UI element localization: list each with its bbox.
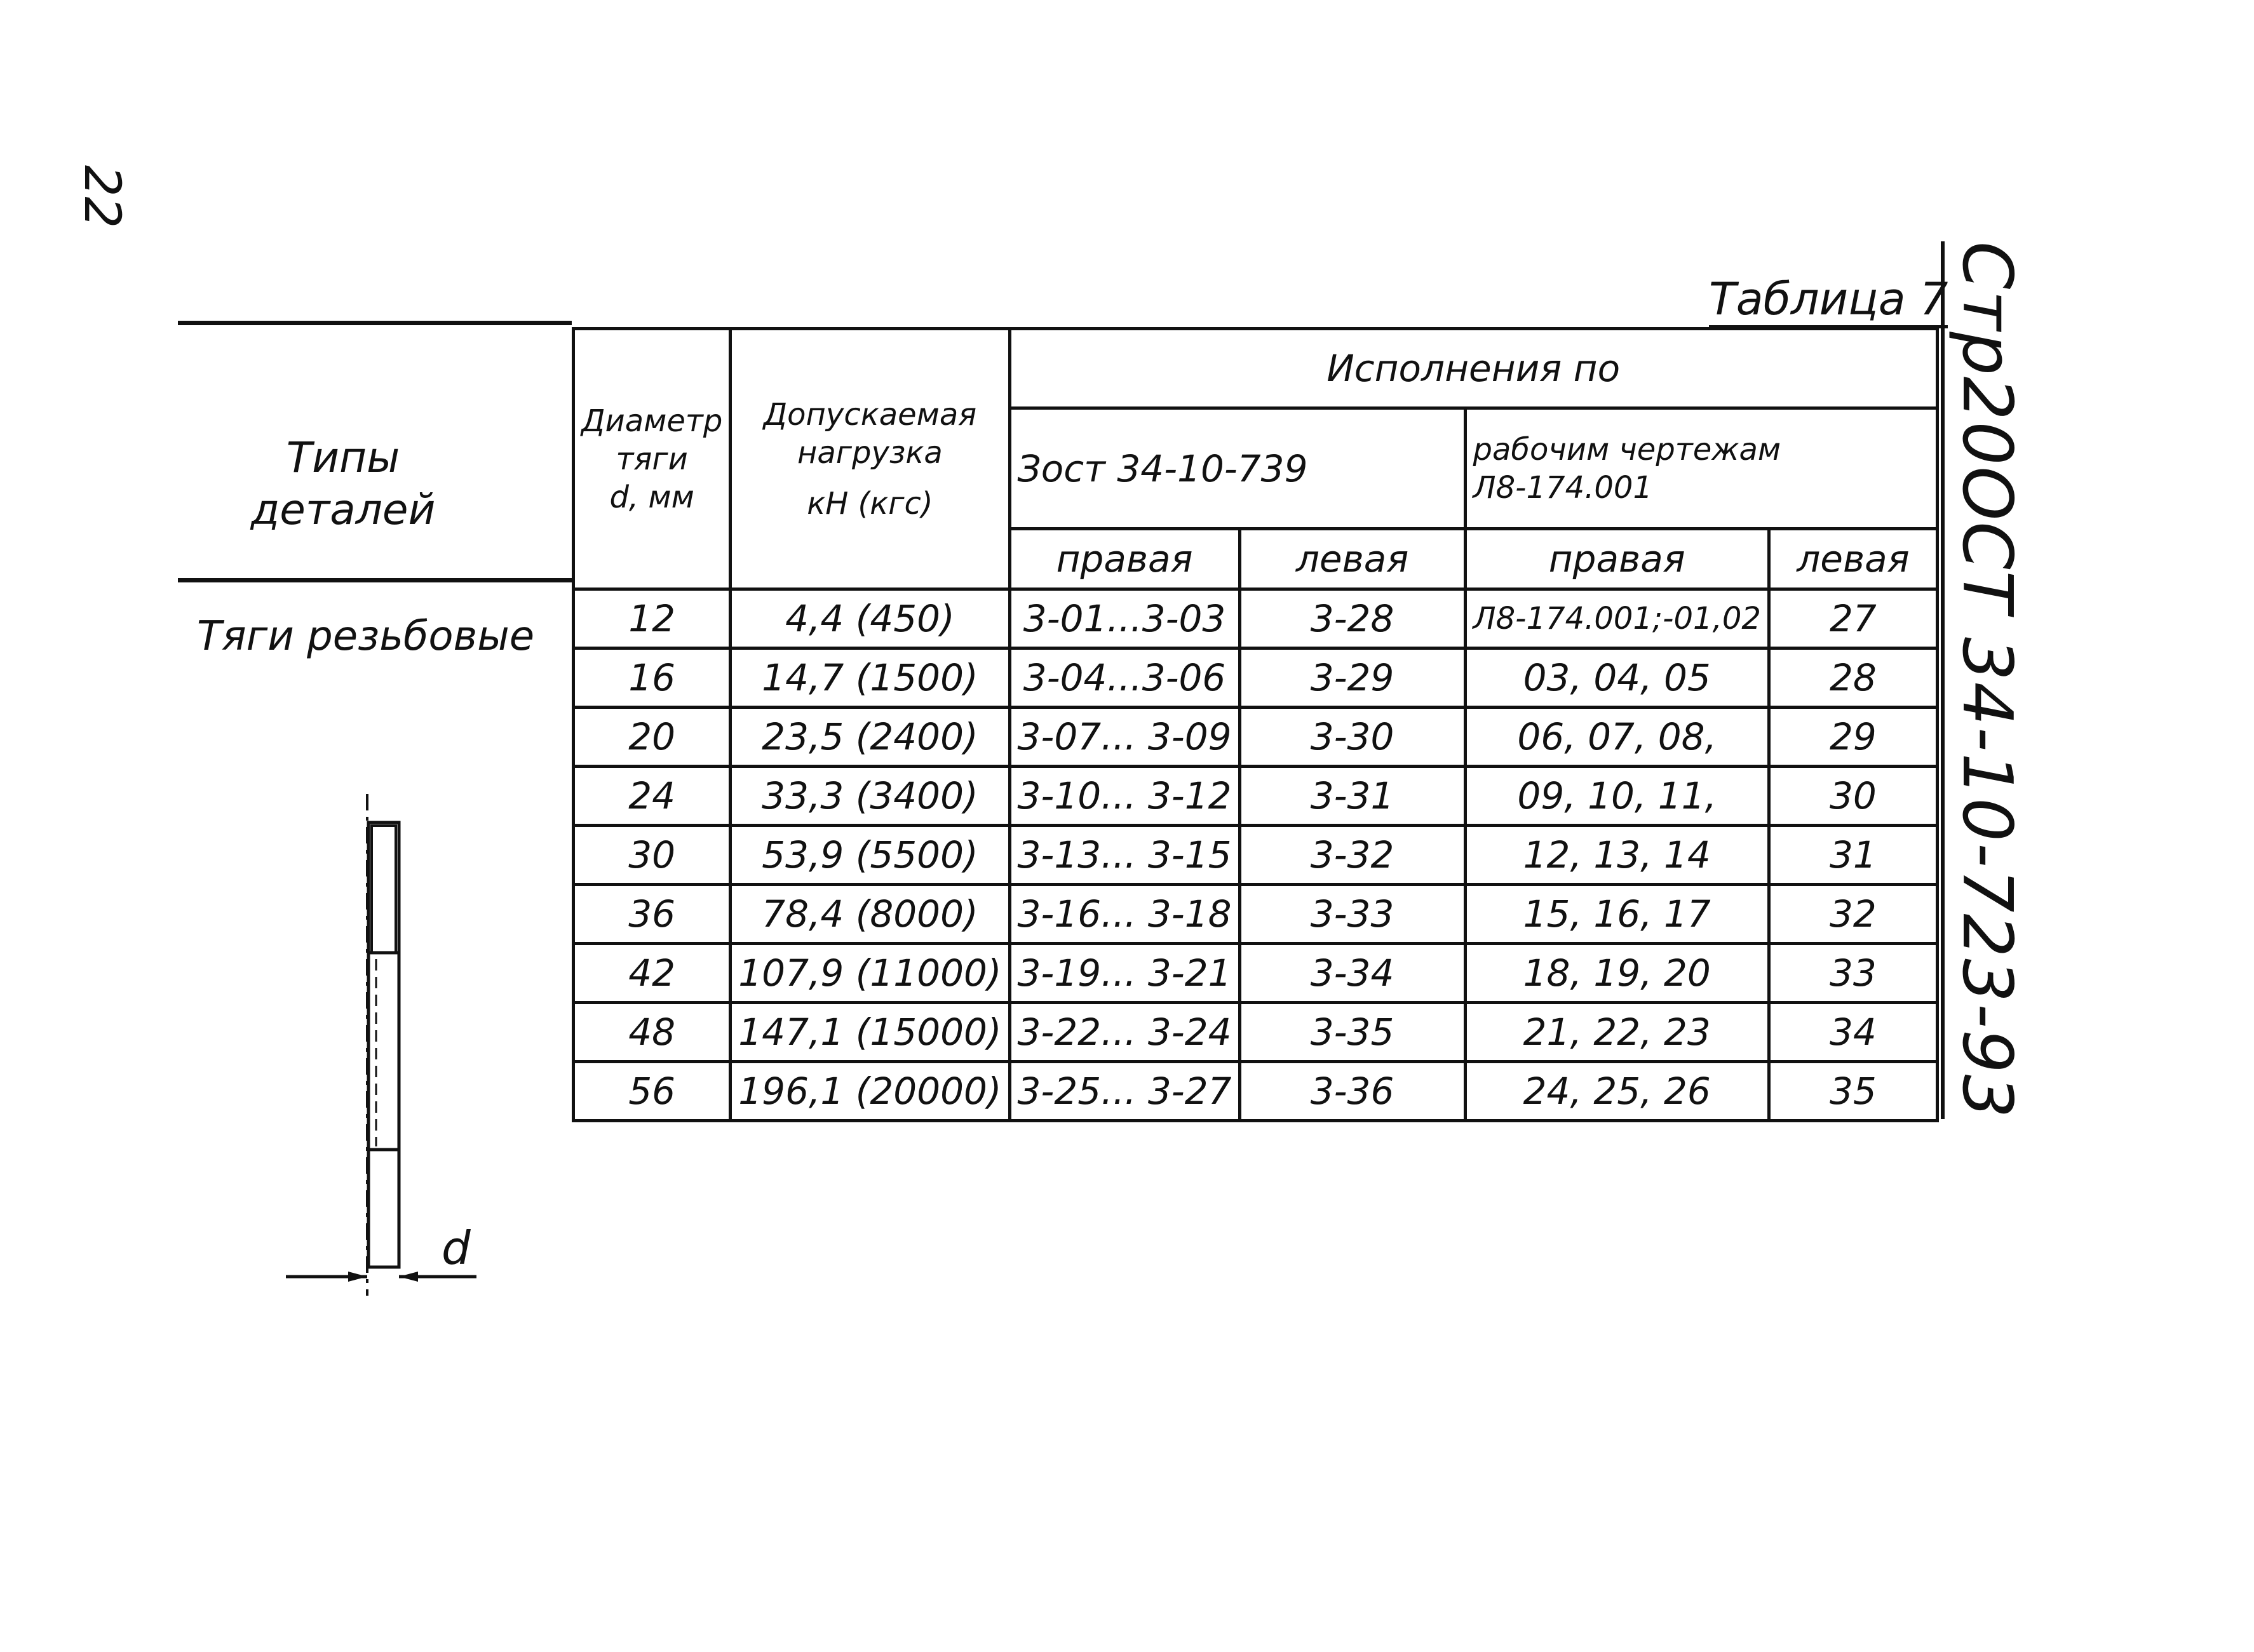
cell-ost-right: 3-07... 3-09	[1009, 708, 1239, 767]
cell-diameter: 20	[574, 708, 731, 767]
cell-diameter: 12	[574, 589, 731, 648]
cell-drawings-right: 21, 22, 23	[1465, 1003, 1769, 1062]
cell-load: 23,5 (2400)	[731, 708, 1009, 767]
cell-load: 147,1 (15000)	[731, 1003, 1009, 1062]
header-diameter-line-2: тяги	[616, 441, 688, 477]
cell-drawings-right: 18, 19, 20	[1465, 944, 1769, 1003]
document-code-underline	[1941, 241, 1945, 1119]
cell-ost-left: 3-34	[1239, 944, 1465, 1003]
cell-drawings-left: 29	[1769, 708, 1937, 767]
cell-ost-left: 3-30	[1239, 708, 1465, 767]
types-label	[248, 432, 438, 536]
cell-diameter: 24	[574, 767, 731, 826]
rod-body	[368, 823, 399, 1267]
cell-ost-right: 3-04...3-06	[1009, 648, 1239, 708]
header-drawings	[1465, 408, 1937, 529]
header-diameter	[574, 329, 731, 589]
cell-load: 33,3 (3400)	[731, 767, 1009, 826]
cell-drawings-left: 35	[1769, 1062, 1937, 1121]
dimension-label: d	[442, 1221, 471, 1275]
cell-drawings-right: 06, 07, 08,	[1465, 708, 1769, 767]
cell-ost-right: 3-22... 3-24	[1009, 1003, 1239, 1062]
table-row	[574, 885, 1938, 944]
cell-drawings-right: Л8-174.001;-01,02	[1465, 589, 1769, 648]
rods-label: Тяги резьбовые	[197, 613, 535, 660]
header-drawings-left: левая	[1769, 529, 1937, 589]
header-load	[731, 329, 1009, 589]
table-caption-text: Таблица 7	[1709, 273, 1948, 328]
cell-diameter: 48	[574, 1003, 731, 1062]
header-ost-left: левая	[1239, 529, 1465, 589]
header-load-line-2: нагрузка	[797, 434, 943, 471]
cell-ost-left: 3-33	[1239, 885, 1465, 944]
cell-drawings-right: 24, 25, 26	[1465, 1062, 1769, 1121]
cell-drawings-right: 12, 13, 14	[1465, 826, 1769, 885]
cell-ost-left: 3-28	[1239, 589, 1465, 648]
cell-ost-left: 3-31	[1239, 767, 1465, 826]
cell-ost-right: 3-10... 3-12	[1009, 767, 1239, 826]
header-load-line-3: кН (кгс)	[807, 485, 933, 521]
header-drawings-line-1: рабочим чертежам	[1473, 431, 1781, 467]
rod-thread-top	[372, 826, 396, 953]
cell-drawings-left: 28	[1769, 648, 1937, 708]
cell-diameter: 42	[574, 944, 731, 1003]
table-row	[574, 589, 1938, 648]
table-row	[574, 826, 1938, 885]
cell-diameter: 36	[574, 885, 731, 944]
cell-load: 78,4 (8000)	[731, 885, 1009, 944]
table-top-rule	[178, 321, 572, 325]
cell-ost-left: 3-35	[1239, 1003, 1465, 1062]
cell-ost-right: 3-13... 3-15	[1009, 826, 1239, 885]
table-row	[574, 1062, 1938, 1121]
header-diameter-line-3: d, мм	[609, 479, 694, 515]
header-execution: Исполнения по	[1009, 329, 1937, 408]
header-drawings-line-2: Л8-174.001	[1473, 469, 1652, 506]
cell-load: 107,9 (11000)	[731, 944, 1009, 1003]
cell-drawings-left: 27	[1769, 589, 1937, 648]
types-label-line-2: деталей	[250, 485, 436, 534]
header-load-line-1: Допускаемая	[763, 396, 977, 433]
cell-diameter: 56	[574, 1062, 731, 1121]
table-caption	[1709, 273, 1948, 325]
cell-ost-right: 3-01...3-03	[1009, 589, 1239, 648]
cell-ost-left: 3-36	[1239, 1062, 1465, 1121]
document-code	[1947, 241, 2027, 1119]
header-diameter-line-1: Диаметр	[581, 403, 723, 439]
page-number: 22	[73, 165, 130, 229]
cell-diameter: 30	[574, 826, 731, 885]
table-row	[574, 708, 1938, 767]
cell-ost-left: 3-29	[1239, 648, 1465, 708]
cell-ost-right: 3-19... 3-21	[1009, 944, 1239, 1003]
parts-table	[572, 327, 1939, 1122]
types-label-line-1: Типы	[286, 433, 400, 482]
cell-drawings-right: 15, 16, 17	[1465, 885, 1769, 944]
dimension-arrow-right	[399, 1272, 418, 1282]
cell-drawings-right: 03, 04, 05	[1465, 648, 1769, 708]
cell-load: 14,7 (1500)	[731, 648, 1009, 708]
table-header-rule	[178, 578, 572, 582]
header-ost-right: правая	[1009, 529, 1239, 589]
dimension-arrow-left	[348, 1272, 367, 1282]
table-row	[574, 648, 1938, 708]
cell-ost-right: 3-16... 3-18	[1009, 885, 1239, 944]
header-ost: Зост 34-10-739	[1009, 408, 1465, 529]
cell-drawings-left: 31	[1769, 826, 1937, 885]
document-code-text: Стр20ОСТ 34-10-723-93	[1947, 241, 2027, 1120]
table-row	[574, 767, 1938, 826]
cell-ost-right: 3-25... 3-27	[1009, 1062, 1239, 1121]
cell-ost-left: 3-32	[1239, 826, 1465, 885]
threaded-rod-drawing	[273, 794, 489, 1302]
cell-load: 53,9 (5500)	[731, 826, 1009, 885]
cell-load: 4,4 (450)	[731, 589, 1009, 648]
cell-diameter: 16	[574, 648, 731, 708]
cell-drawings-left: 34	[1769, 1003, 1937, 1062]
table-row	[574, 944, 1938, 1003]
cell-drawings-left: 32	[1769, 885, 1937, 944]
cell-drawings-left: 30	[1769, 767, 1937, 826]
cell-drawings-right: 09, 10, 11,	[1465, 767, 1769, 826]
table-row	[574, 1003, 1938, 1062]
header-drawings-right: правая	[1465, 529, 1769, 589]
cell-load: 196,1 (20000)	[731, 1062, 1009, 1121]
cell-drawings-left: 33	[1769, 944, 1937, 1003]
